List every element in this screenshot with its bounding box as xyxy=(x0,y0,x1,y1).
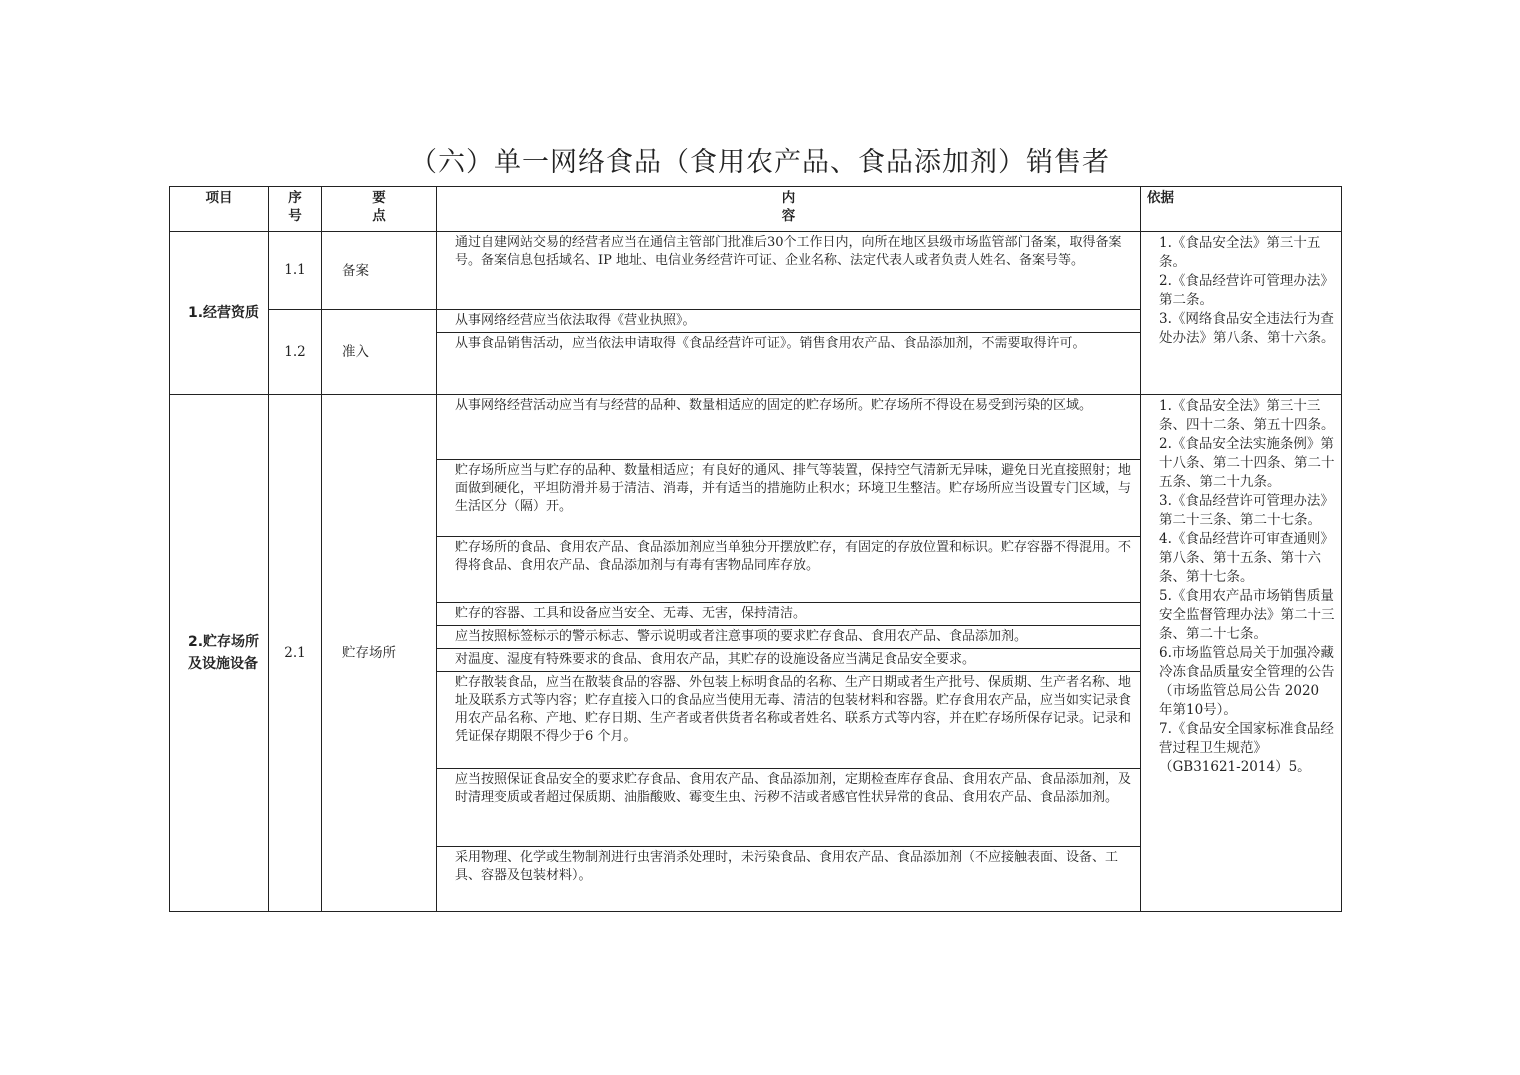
content-cell: 贮存场所应当与贮存的品种、数量相适应；有良好的通风、排气等装置，保持空气清新无异味，避免日光直接照射；地面做到硬化，平坦防滑并易于清洁、消毒，并有适当的措施防止积水；环境卫生整洁。贮存场所应当设置专门区域，与生活区分（隔）开。 xyxy=(437,460,1141,537)
inspection-table xyxy=(169,186,1342,912)
content-cell: 贮存散装食品，应当在散装食品的容器、外包装上标明食品的名称、生产日期或者生产批号、保质期、生产者名称、地址及联系方式等内容；贮存直接入口的食品应当使用无毒、清洁的包装材料和容器。贮存食用农产品，应当如实记录食用农产品名称、产地、贮存日期、生产者或者供货者名称或者姓名、联系方式等内容，并在贮存场所保存记录。记录和凭证保存期限不得少于6 个月。 xyxy=(437,672,1141,769)
basis-item: 2.《食品安全法实施条例》第十八条、第二十四条、第二十五条、第二十九条。 xyxy=(1159,436,1335,490)
content-cell: 从事食品销售活动，应当依法申请取得《食品经营许可证》。销售食用农产品、食品添加剂，不需要取得许可。 xyxy=(437,333,1141,395)
header-row xyxy=(170,187,1342,232)
basis-item: 1.《食品安全法》第三十三条、四十二条、第五十四条。 xyxy=(1159,398,1335,433)
category-cell: 2.贮存场所及设施设备 xyxy=(170,395,269,912)
content-cell: 采用物理、化学或生物制剂进行虫害消杀处理时，未污染食品、食用农产品、食品添加剂（不应接触表面、设备、工具、容器及包装材料）。 xyxy=(437,847,1141,912)
basis-item: 7.《食品安全国家标准食品经营过程卫生规范》（GB31621-2014）5。 xyxy=(1159,721,1334,775)
header-item: 项目 xyxy=(170,187,269,232)
content-cell: 对温度、湿度有特殊要求的食品、食用农产品，其贮存的设施设备应当满足食品安全要求。 xyxy=(437,649,1141,672)
basis-item: 6.市场监管总局关于加强冷藏冷冻食品质量安全管理的公告（市场监管总局公告 2020 年第10号）。 xyxy=(1159,645,1335,718)
page-title: （六）单一网络食品（食用农产品、食品添加剂）销售者 xyxy=(410,147,1110,178)
basis-item: 3.《食品经营许可管理办法》第二十三条、第二十七条。 4.《食品经营许可审查通则》第八条、第十五条、第十六条、第十七条。 xyxy=(1159,493,1334,585)
content-cell: 从事网络经营应当依法取得《营业执照》。 xyxy=(437,310,1141,333)
content-cell: 从事网络经营活动应当有与经营的品种、数量相适应的固定的贮存场所。贮存场所不得设在易受到污染的区域。 xyxy=(437,395,1141,460)
point-cell: 备案 xyxy=(322,232,437,310)
table-row xyxy=(170,232,1342,310)
basis-cell xyxy=(1141,395,1342,912)
content-cell: 贮存的容器、工具和设备应当安全、无毒、无害，保持清洁。 xyxy=(437,603,1141,626)
content-cell: 应当按照保证食品安全的要求贮存食品、食用农产品、食品添加剂，定期检查库存食品、食用农产品、食品添加剂，及时清理变质或者超过保质期、油脂酸败、霉变生虫、污秽不洁或者感官性状异常的食品、食用农产品、食品添加剂。 xyxy=(437,769,1141,847)
category-cell: 1.经营资质 xyxy=(170,232,269,395)
table-row xyxy=(170,395,1342,460)
header-point: 要 点 xyxy=(322,187,437,232)
basis-item: 1.《食品安全法》第三十五条。 xyxy=(1159,235,1321,270)
seq-cell: 1.1 xyxy=(269,232,322,310)
header-seq: 序 号 xyxy=(269,187,322,232)
point-cell: 准入 xyxy=(322,310,437,395)
basis-cell xyxy=(1141,232,1342,395)
basis-item: 2.《食品经营许可管理办法》第二条。 xyxy=(1159,273,1334,308)
header-content: 内 容 xyxy=(437,187,1141,232)
content-cell: 贮存场所的食品、食用农产品、食品添加剂应当单独分开摆放贮存，有固定的存放位置和标识。贮存容器不得混用。不得将食品、食用农产品、食品添加剂与有毒有害物品同库存放。 xyxy=(437,537,1141,603)
header-basis: 依据 xyxy=(1141,187,1342,232)
seq-cell: 2.1 xyxy=(269,395,322,912)
seq-cell: 1.2 xyxy=(269,310,322,395)
point-cell: 贮存场所 xyxy=(322,395,437,912)
basis-item: 3.《网络食品安全违法行为查处办法》第八条、第十六条。 xyxy=(1159,311,1335,346)
content-cell: 通过自建网站交易的经营者应当在通信主管部门批准后30个工作日内，向所在地区县级市场监管部门备案，取得备案号。备案信息包括域名、IP 地址、电信业务经营许可证、企业名称、法定代表人或者负责人姓名、备案号等。 xyxy=(437,232,1141,310)
basis-item: 5.《食用农产品市场销售质量安全监督管理办法》第二十三条、第二十七条。 xyxy=(1159,588,1335,642)
content-cell: 应当按照标签标示的警示标志、警示说明或者注意事项的要求贮存食品、食用农产品、食品添加剂。 xyxy=(437,626,1141,649)
